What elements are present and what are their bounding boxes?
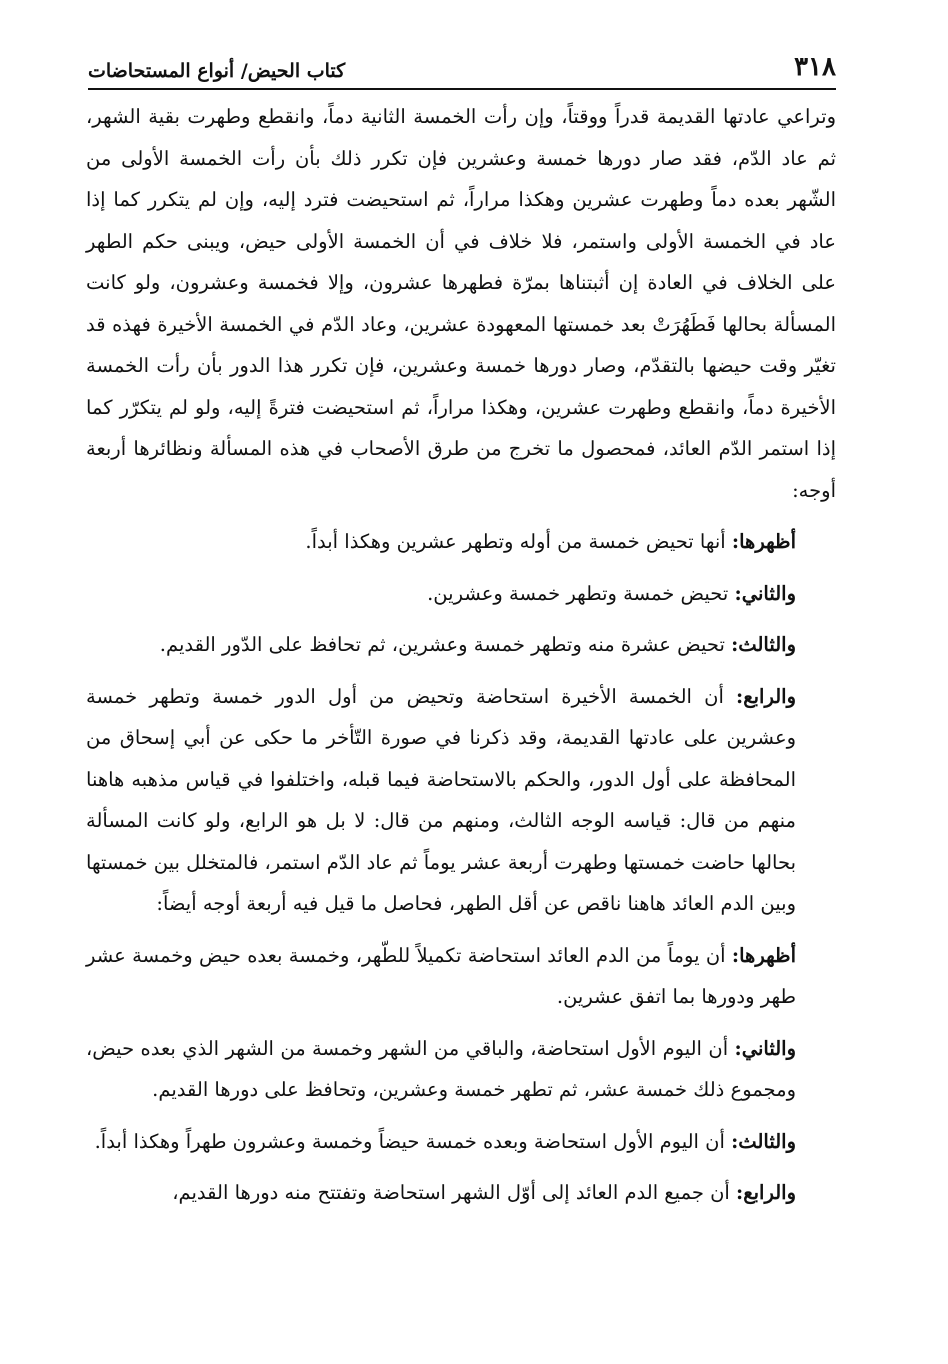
opinion-b-2	[86, 1028, 836, 1111]
opinion-4-text: أن الخمسة الأخيرة استحاضة وتحيض من أول الدور خمسة وتطهر خمسة وعشرين على عادتها القديمة، وقد ذكرنا في صورة التّأخر ما حكى عن أبي إسحاق من المحافظة على أول الدور، والحكم بالاستحاضة فيما قبله، واختلفوا في قياس مذهبه هاهنا منهم من قال: قياسه الوجه الثالث، ومنهم من قال: لا بل هو الرابع، ولو كانت المسألة بحالها حاضت خمستها وطهرت أربعة عشر يوماً ثم عاد الدّم استمر، فالمتخلل بين خمستها وبين الدم العائد هاهنا ناقص عن أقل الطهر، فحاصل ما قيل فيه أربعة أوجه أيضاً:	[86, 684, 796, 915]
opinion-2-lead: والثاني:	[734, 581, 796, 605]
second-opinions-list	[86, 935, 836, 1214]
opinion-b-1-text: أن يوماً من الدم العائد استحاضة تكميلاً للطّهر، وخمسة بعده حيض وخمسة عشر طهر ودورها بما اتفق عشرين.	[86, 943, 796, 1008]
opinion-3-text: تحيض عشرة منه وتطهر خمسة وعشرين، ثم تحافظ على الدّور القديم.	[159, 633, 732, 656]
page-header	[88, 40, 836, 90]
opinion-b-1	[86, 935, 836, 1018]
opinion-b-3	[86, 1121, 836, 1163]
opinion-1-text: أنها تحيض خمسة من أوله وتطهر عشرين وهكذا أبداً.	[305, 530, 732, 553]
opinion-b-4	[86, 1172, 836, 1214]
opinion-2	[86, 573, 836, 615]
page-body	[86, 96, 836, 1214]
opinion-b-2-lead: والثاني:	[734, 1036, 796, 1060]
page-number: ٣١٨	[794, 52, 836, 82]
opinion-3-lead: والثالث:	[731, 633, 796, 656]
intro-paragraph: وتراعي عادتها القديمة قدراً ووقتاً، وإن رأت الخمسة الثانية دماً، وانقطع وطهرت بقية الشهر، ثم عاد الدّم، فقد صار دورها خمسة وعشرين فإن تكرر ذلك بأن رأت الخمسة الأولى من الشّهر بعده دماً وطهرت عشرين وهكذا مراراً، ثم استحيضت فترد إليه، وإن لم يتكرر كما إذا عاد في الخمسة الأولى واستمر، فلا خلاف في أن الخمسة الأولى حيض، ويبنى حكم الطهر على الخلاف في العادة إن أثبتناها بمرّة فطهرها عشرون، وإلا فخمسة وعشرون، ولو كانت المسألة بحالها فَطَهُرَتْ بعد خمستها المعهودة عشرين، وعاد الدّم في الخمسة الأخيرة فهذه قد تغيّر وقت حيضها بالتقدّم، وصار دورها خمسة وعشرين، فإن تكرر هذا الدور بأن رأت الخمسة الأخيرة دماً، وانقطع وطهرت عشرين، وهكذا مراراً، ثم استحيضت فترةً إليه، ولو لم يتكرّر كما إذا استمر الدّم العائد، فمحصول ما تخرج من طرق الأصحاب في هذه المسألة ونظائرها أربعة أوجه:	[86, 105, 836, 502]
opinion-b-3-text: أن اليوم الأول استحاضة وبعده خمسة حيضاً وخمسة وعشرون طهراً وهكذا أبداً.	[94, 1129, 732, 1153]
opinion-b-4-text: أن جميع الدم العائد إلى أوّل الشهر استحاضة وتفتتح منه دورها القديم،	[172, 1181, 737, 1204]
first-opinions-list	[86, 521, 836, 925]
opinion-4-lead: والرابع:	[736, 684, 796, 708]
opinion-b-3-lead: والثالث:	[731, 1129, 796, 1153]
opinion-b-1-lead: أظهرها:	[731, 943, 796, 967]
running-title: كتاب الحيض/ أنواع المستحاضات	[88, 60, 346, 82]
opinion-2-text: تحيض خمسة وتطهر خمسة وعشرين.	[427, 581, 735, 605]
opinion-1	[86, 521, 836, 563]
opinion-3	[86, 624, 836, 666]
opinion-b-2-text: أن اليوم الأول استحاضة، والباقي من الشهر وخمسة من الشهر الذي بعده حيض، ومجموع ذلك خمسة عشر، ثم تطهر خمسة وعشرين، وتحافظ على دورها القديم.	[86, 1036, 796, 1101]
opinion-4	[86, 676, 836, 925]
opinion-1-lead: أظهرها:	[731, 530, 796, 553]
opinion-b-4-lead: والرابع:	[736, 1181, 796, 1204]
